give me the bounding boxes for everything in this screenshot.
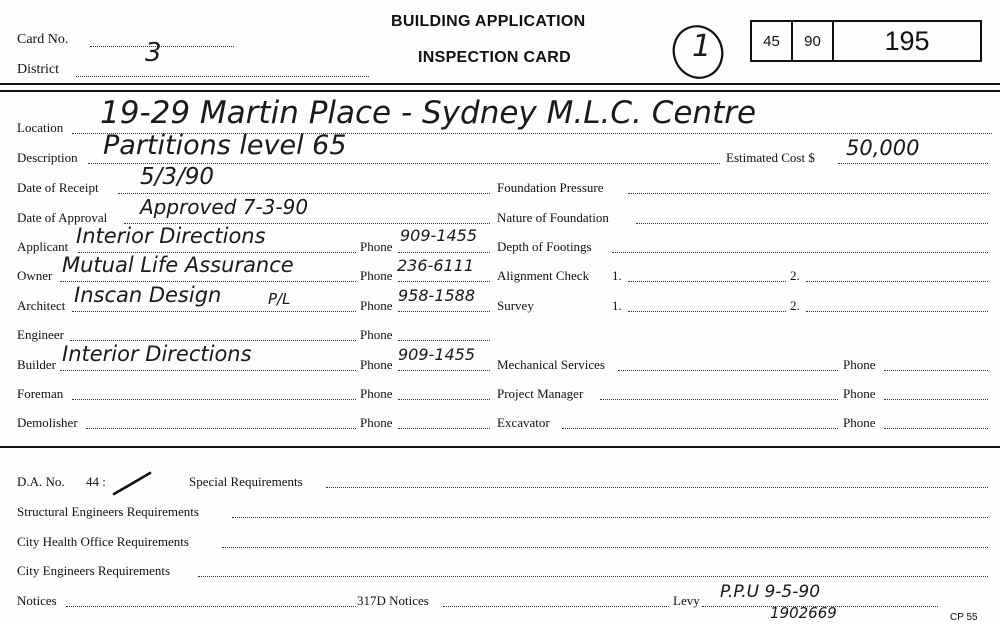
architect-phone-label: Phone — [360, 298, 393, 313]
nature-foundation-line — [636, 223, 988, 224]
mechanical-line — [618, 370, 838, 371]
excavator-line — [562, 428, 838, 429]
architect-line — [72, 311, 356, 312]
depth-footings-label: Depth of Footings — [497, 239, 592, 254]
notices-line — [66, 606, 356, 607]
date-receipt-line — [118, 193, 490, 194]
excavator-phone-label: Phone — [843, 415, 876, 430]
estimated-cost-label: Estimated Cost $ — [726, 150, 815, 165]
section-rule — [0, 446, 1000, 448]
engineer-phone-line — [398, 340, 490, 341]
location-value: 19-29 Martin Place - Sydney M.L.C. Centre — [100, 95, 757, 131]
owner-phone-line — [398, 281, 490, 282]
city-engineers-line — [198, 576, 988, 577]
estimated-cost-line — [838, 163, 988, 164]
code-box-1 — [750, 20, 793, 62]
survey-line-2 — [806, 311, 988, 312]
notices-317d-line — [443, 606, 669, 607]
project-manager-phone-label: Phone — [843, 386, 876, 401]
levy-value: P.P.U 9-5-90 — [720, 582, 821, 602]
project-manager-label: Project Manager — [497, 386, 584, 401]
da-no-value: 44 : — [86, 474, 106, 489]
builder-label: Builder — [17, 357, 56, 372]
foreman-phone-label: Phone — [360, 386, 393, 401]
mechanical-phone-line — [884, 370, 988, 371]
builder-line — [60, 370, 356, 371]
structural-line — [232, 517, 988, 518]
mechanical-label: Mechanical Services — [497, 357, 605, 372]
structural-label: Structural Engineers Requirements — [17, 504, 199, 519]
survey-num-1: 1. — [612, 298, 622, 313]
applicant-phone-label: Phone — [360, 239, 393, 254]
header-rule-top — [0, 83, 1000, 85]
builder-phone: 909-1455 — [398, 345, 476, 364]
alignment-line-2 — [806, 281, 988, 282]
owner-label: Owner — [17, 268, 53, 283]
card-title-line2: INSPECTION CARD — [418, 49, 571, 66]
architect-phone-line — [398, 311, 490, 312]
survey-line-1 — [628, 311, 786, 312]
foreman-phone-line — [398, 399, 490, 400]
health-label: City Health Office Requirements — [17, 534, 189, 549]
date-receipt-label: Date of Receipt — [17, 180, 99, 195]
da-no-label: D.A. No. — [17, 474, 65, 489]
date-approval-label: Date of Approval — [17, 210, 108, 225]
card-no-label: Card No. — [17, 32, 69, 47]
owner-value: Mutual Life Assurance — [62, 253, 294, 277]
location-label: Location — [17, 120, 64, 135]
owner-phone: 236-6111 — [397, 256, 475, 275]
district-line — [76, 76, 369, 77]
engineer-line — [70, 340, 356, 341]
depth-footings-line — [612, 252, 988, 253]
notices-317d-label: 317D Notices — [357, 593, 429, 608]
project-manager-phone-line — [884, 399, 988, 400]
code-box-1-value: 45 — [763, 32, 780, 50]
city-engineers-label: City Engineers Requirements — [17, 563, 171, 578]
applicant-phone-line — [398, 252, 490, 253]
circled-number: 1 — [692, 29, 712, 64]
estimated-cost-value: 50,000 — [846, 136, 920, 160]
alignment-num-1: 1. — [612, 268, 622, 283]
owner-line — [60, 281, 356, 282]
card-no-line — [90, 46, 234, 47]
foreman-line — [72, 399, 356, 400]
architect-note: P/L — [268, 290, 291, 308]
excavator-label: Excavator — [497, 415, 550, 430]
mechanical-phone-label: Phone — [843, 357, 876, 372]
description-label: Description — [17, 150, 78, 165]
builder-phone-label: Phone — [360, 357, 393, 372]
levy-sub-value: 1902669 — [770, 604, 837, 622]
card-number-value: 195 — [884, 25, 930, 56]
foundation-pressure-line — [628, 193, 988, 194]
foundation-pressure-label: Foundation Pressure — [497, 180, 604, 195]
survey-label: Survey — [497, 298, 534, 313]
architect-value: Inscan Design — [74, 283, 222, 307]
notices-label: Notices — [17, 593, 57, 608]
project-manager-line — [600, 399, 838, 400]
check-mark-icon — [110, 470, 154, 498]
health-line — [222, 547, 988, 548]
applicant-value: Interior Directions — [76, 224, 266, 248]
special-requirements-label: Special Requirements — [189, 474, 303, 489]
header-rule-bottom — [0, 90, 1000, 92]
demolisher-phone-label: Phone — [360, 415, 393, 430]
builder-phone-line — [398, 370, 490, 371]
date-approval-value: Approved 7-3-90 — [140, 195, 309, 219]
architect-label: Architect — [17, 298, 66, 313]
alignment-num-2: 2. — [790, 268, 800, 283]
card-number-box — [832, 20, 982, 62]
architect-phone: 958-1588 — [398, 286, 476, 305]
applicant-label: Applicant — [17, 239, 69, 254]
date-receipt-value: 5/3/90 — [140, 164, 215, 190]
engineer-phone-label: Phone — [360, 327, 393, 342]
foreman-label: Foreman — [17, 386, 64, 401]
alignment-check-label: Alignment Check — [497, 268, 590, 283]
demolisher-line — [86, 428, 356, 429]
nature-foundation-label: Nature of Foundation — [497, 210, 609, 225]
district-label: District — [17, 62, 59, 77]
builder-value: Interior Directions — [62, 342, 252, 366]
description-value: Partitions level 65 — [103, 130, 347, 161]
special-requirements-line — [326, 487, 988, 488]
levy-label: Levy — [673, 593, 700, 608]
alignment-line-1 — [628, 281, 786, 282]
engineer-label: Engineer — [17, 327, 64, 342]
form-code: CP 55 — [950, 612, 978, 623]
demolisher-phone-line — [398, 428, 490, 429]
card-no-value: 3 — [145, 38, 162, 68]
excavator-phone-line — [884, 428, 988, 429]
survey-num-2: 2. — [790, 298, 800, 313]
code-box-2 — [791, 20, 834, 62]
owner-phone-label: Phone — [360, 268, 393, 283]
code-box-2-value: 90 — [804, 32, 821, 50]
demolisher-label: Demolisher — [17, 415, 78, 430]
card-title-line1: BUILDING APPLICATION — [391, 13, 586, 30]
applicant-phone: 909-1455 — [400, 226, 478, 245]
